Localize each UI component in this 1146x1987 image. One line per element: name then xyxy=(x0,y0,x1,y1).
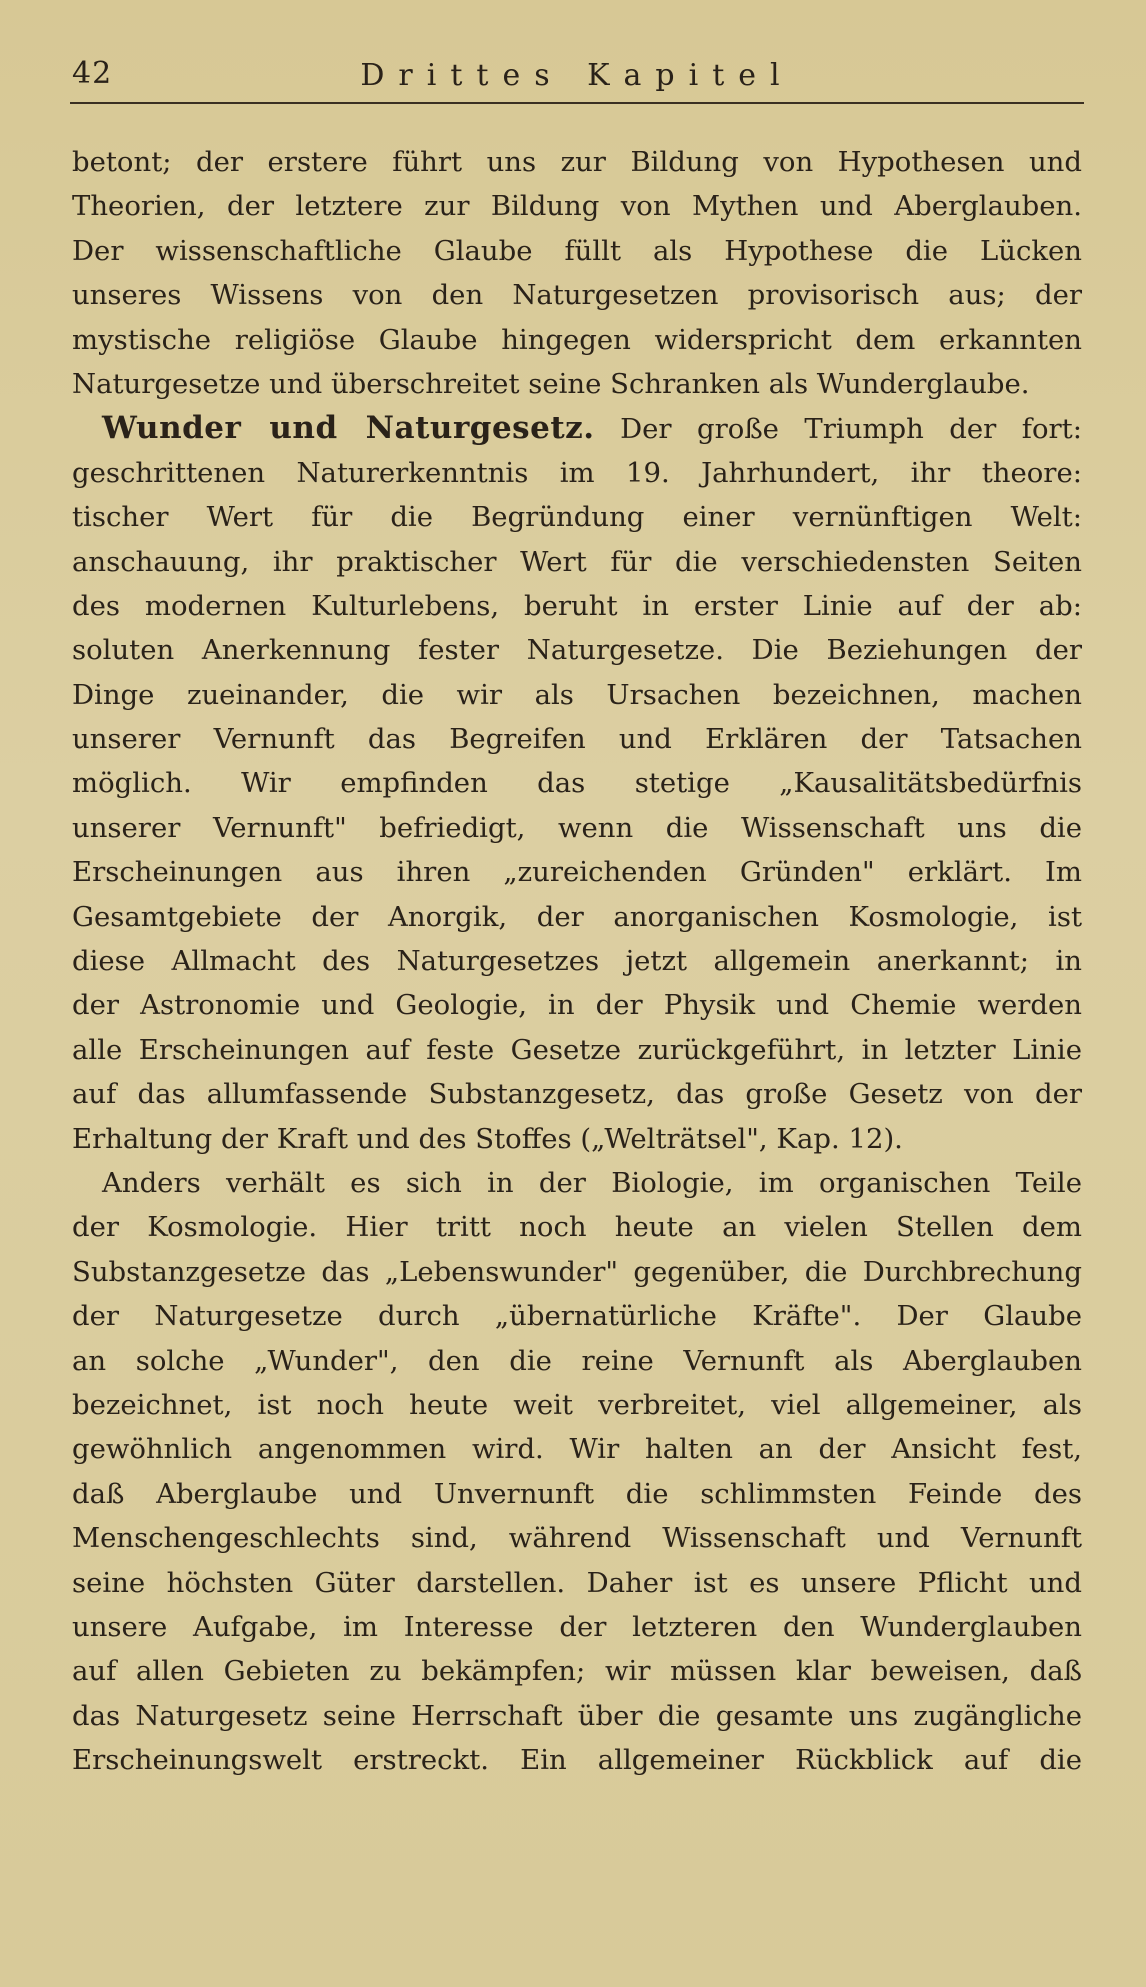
text-line: des modernen Kulturlebens, beruht in erster Linie auf der ab: xyxy=(72,589,1082,622)
text-line: seine höchsten Güter darstellen. Daher ist es unsere Pflicht und xyxy=(72,1566,1082,1599)
text-line: mystische religiöse Glaube hingegen widerspricht dem erkannten xyxy=(72,323,1082,356)
text-line: an solche „Wunder", den die reine Vernunft als Aberglauben xyxy=(72,1344,1082,1377)
running-head: Drittes Kapitel xyxy=(360,58,794,93)
paragraph-1 xyxy=(72,140,1082,406)
text-line: unserer Vernunft das Begreifen und Erklären der Tatsachen xyxy=(72,723,1082,756)
text-line: Theorien, der letztere zur Bildung von Mythen und Aberglauben. xyxy=(72,190,1082,223)
body-text xyxy=(72,140,1082,1782)
page-header xyxy=(70,52,1084,104)
text-line: Menschengeschlechts sind, während Wissenschaft und Vernunft xyxy=(72,1522,1082,1555)
text-line: diese Allmacht des Naturgesetzes jetzt allgemein anerkannt; in xyxy=(72,945,1082,978)
text-line: unsere Aufgabe, im Interesse der letzteren den Wunderglauben xyxy=(72,1610,1082,1643)
text-line: auf allen Gebieten zu bekämpfen; wir müssen klar beweisen, daß xyxy=(72,1655,1082,1688)
text-line: Gesamtgebiete der Anorgik, der anorganischen Kosmologie, ist xyxy=(72,900,1082,933)
text-line: anschauung, ihr praktischer Wert für die verschiedensten Seiten xyxy=(72,545,1082,578)
text-line: Erscheinungswelt erstreckt. Ein allgemeiner Rückblick auf die xyxy=(72,1744,1082,1777)
text-line: tischer Wert für die Begründung einer vernünftigen Welt: xyxy=(72,501,1082,534)
text-line: Erhaltung der Kraft und des Stoffes („Welträtsel", Kap. 12). xyxy=(72,1122,903,1155)
text-line-with-heading xyxy=(72,406,1082,450)
text-line: gewöhnlich angenommen wird. Wir halten an der Ansicht fest, xyxy=(72,1433,1082,1466)
text-line: Naturgesetze und überschreitet seine Schranken als Wunderglaube. xyxy=(72,367,1030,400)
paragraph-3 xyxy=(72,1161,1082,1782)
text-line: alle Erscheinungen auf feste Gesetze zurückgeführt, in letzter Linie xyxy=(72,1033,1082,1066)
text-line: Anders verhält es sich in der Biologie, im organischen Teile xyxy=(102,1166,1082,1199)
text-line: möglich. Wir empfinden das stetige „Kausalitätsbedürfnis xyxy=(72,767,1082,800)
page-number: 42 xyxy=(72,56,113,91)
text-line: der Kosmologie. Hier tritt noch heute an vielen Stellen dem xyxy=(72,1211,1082,1244)
section-heading: Wunder und Naturgesetz. xyxy=(102,410,595,447)
text-line: der Naturgesetze durch „übernatürliche Kräfte". Der Glaube xyxy=(72,1300,1082,1333)
text-line: das Naturgesetz seine Herrschaft über die gesamte uns zugängliche xyxy=(72,1699,1082,1732)
text-line: betont; der erstere führt uns zur Bildung von Hypothesen und xyxy=(72,146,1082,178)
text-line: soluten Anerkennung fester Naturgesetze. Die Beziehungen der xyxy=(72,634,1082,667)
paragraph-2 xyxy=(72,406,1082,1161)
text-line: unserer Vernunft" befriedigt, wenn die Wissenschaft uns die xyxy=(72,811,1082,844)
text-line: Substanzgesetze das „Lebenswunder" gegenüber, die Durchbrechung xyxy=(72,1255,1082,1288)
text-line: der Astronomie und Geologie, in der Physik und Chemie werden xyxy=(72,989,1082,1022)
heading-line-rest: Der große Triumph der fort: xyxy=(620,413,1082,446)
text-line: auf das allumfassende Substanzgesetz, das große Gesetz von der xyxy=(72,1078,1082,1111)
text-line: daß Aberglaube und Unvernunft die schlimmsten Feinde des xyxy=(72,1477,1082,1510)
text-line: unseres Wissens von den Naturgesetzen provisorisch aus; der xyxy=(72,279,1082,312)
text-line: Erscheinungen aus ihren „zureichenden Gründen" erklärt. Im xyxy=(72,856,1082,889)
text-line: bezeichnet, ist noch heute weit verbreitet, viel allgemeiner, als xyxy=(72,1388,1082,1421)
text-line: Der wissenschaftliche Glaube füllt als Hypothese die Lücken xyxy=(72,234,1082,267)
text-line: geschrittenen Naturerkenntnis im 19. Jahrhundert, ihr theore: xyxy=(72,456,1082,489)
text-line: Dinge zueinander, die wir als Ursachen bezeichnen, machen xyxy=(72,678,1082,711)
